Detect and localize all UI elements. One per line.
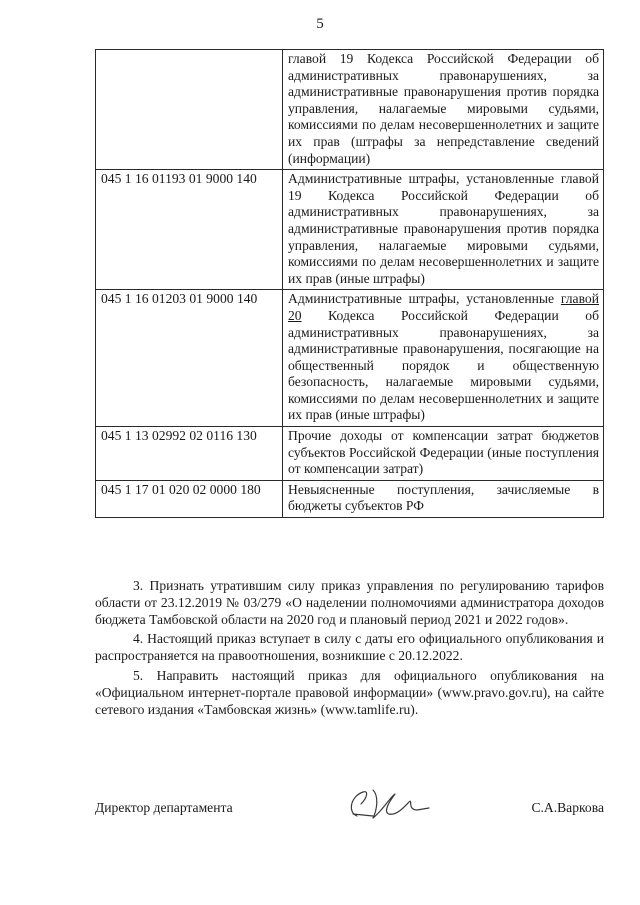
table-cell-description bbox=[283, 290, 604, 427]
paragraph-3: 3. Признать утратившим силу приказ управления по регулированию тарифов области от 23.12.2019 № 03/279 «О наделении полномочиями администратора доходов бюджета Тамбовской области на 2020 год и плановый период 2021 и 2022 годов». bbox=[95, 578, 604, 627]
paragraph-4: 4. Настоящий приказ вступает в силу с даты его официального опубликования и распространяется на правоотношения, возникшие с 20.12.2022. bbox=[95, 631, 604, 664]
table-cell-code bbox=[96, 50, 283, 170]
table-cell-code: 045 1 13 02992 02 0116 130 bbox=[96, 427, 283, 481]
table-row bbox=[96, 480, 604, 517]
table-cell-description: главой 19 Кодекса Российской Федерации об административных правонарушениях, за административные правонарушения против порядка управления, налагаемые мировыми судьями, комиссиями по делам несовершеннолетних и защите их прав (штрафы за непредставление сведений (информации) bbox=[283, 50, 604, 170]
table-cell-code: 045 1 16 01203 01 9000 140 bbox=[96, 290, 283, 427]
legal-reference-link[interactable]: главой 20 bbox=[288, 291, 599, 323]
page-number: 5 bbox=[316, 16, 324, 32]
table-row bbox=[96, 50, 604, 170]
table-cell-code: 045 1 17 01 020 02 0000 180 bbox=[96, 480, 283, 517]
table-cell-description: Административные штрафы, установленные главой 19 Кодекса Российской Федерации об административных правонарушениях, за административные правонарушения против порядка управления, налагаемые мировыми судьями, комиссиями по делам несовершеннолетних и защите их прав (иные штрафы) bbox=[283, 170, 604, 290]
table-cell-description: Прочие доходы от компенсации затрат бюджетов субъектов Российской Федерации (иные поступления от компенсации затрат) bbox=[283, 427, 604, 481]
table-row bbox=[96, 427, 604, 481]
order-body bbox=[95, 578, 604, 721]
signatory-name: С.А.Варкова bbox=[531, 800, 604, 815]
table-cell-code: 045 1 16 01193 01 9000 140 bbox=[96, 170, 283, 290]
description-text: Административные штрафы, установленные bbox=[288, 291, 561, 307]
signature-block bbox=[95, 792, 604, 832]
revenue-codes-table bbox=[95, 49, 604, 518]
table-row bbox=[96, 290, 604, 427]
signatory-position: Директор департамента bbox=[95, 800, 233, 815]
table-cell-description: Невыясненные поступления, зачисляемые в бюджеты субъектов РФ bbox=[283, 480, 604, 517]
description-text: Кодекса Российской Федерации об административных правонарушениях, за административные правонарушения, посягающие на общественный порядок и общественную безопасность, налагаемые мировыми судьями, комиссиями по делам несовершеннолетних и защите их прав (иные штрафы) bbox=[288, 307, 599, 423]
handwritten-signature bbox=[343, 786, 433, 826]
paragraph-5: 5. Направить настоящий приказ для официального опубликования на «Официальном интернет-портале правовой информации» (www.pravo.gov.ru), на сайте сетевого издания «Тамбовская жизнь» (www.tamlife.ru). bbox=[95, 667, 604, 717]
table-row bbox=[96, 170, 604, 290]
